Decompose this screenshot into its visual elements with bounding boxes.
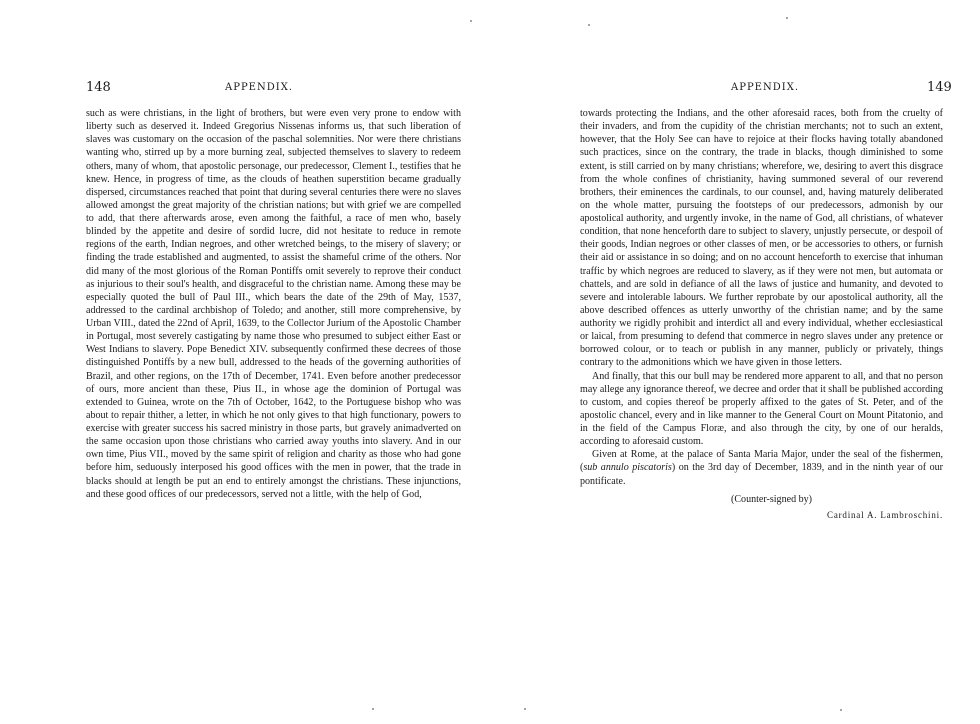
scan-speck <box>372 708 374 710</box>
scan-speck <box>840 709 842 711</box>
page-number: 148 <box>86 80 111 95</box>
running-header: APPENDIX. <box>225 82 293 93</box>
scan-speck <box>470 20 472 22</box>
body-text <box>86 107 461 501</box>
right-page <box>490 0 980 724</box>
dating-clause <box>580 448 943 487</box>
dating-text: ) on the 3rd day of December, 1839, and in the ninth year of our pontificate. <box>580 462 944 487</box>
paragraph: towards protecting the Indians, and the other aforesaid races, both from the cruelty of their invaders, and from the cupidity of the christian merchants; not to such an extent, however, that the Holy See can have to rejoice at their flocks having totally abandoned such practices, since on the contrary, the trade in blacks, though diminished to some extent, is still carried on by many christians; wherefore, we, desiring to avert this disgrace from the whole confines of christianity, having summoned several of our reverend brothers, their eminences the cardinals, to our counsel, and, having maturely deliberated on the whole matter, pursuing the footsteps of our predecessors, admonish by our apostolical authority, and urgently invoke, in the name of God, all christians, of whatever condition, that none henceforth dare to subject to slavery, unjustly persecute, or despoil of their goods, Indian negroes or other classes of men, or be accessories to others, or furnish their aid or assistance in so doing; and on no account henceforth to exercise that inhuman traffic by which negroes are reduced to slavery, as if they were not men, but automata or chattels, and are sold in defiance of all the laws of justice and humanity, and devoted to severe and intolerable labours. We further reprobate by our apostolical authority, all the above described offences as utterly unworthy of the christian name; and by the same authority we rigidly prohibit and interdict all and every individual, whether ecclesiastical or laical, from presuming to defend that commerce in negro slaves under any pretence or borrowed colour, or to teach or publish in any manner, publicly or privately, things contrary to the admonitions which we have given in those letters. <box>580 108 943 369</box>
latin-phrase: sub annulo piscatoris <box>583 462 672 474</box>
paragraph: And finally, that this our bull may be rendered more apparent to all, and that no person may allege any ignorance thereof, we decree and order that it shall be published according to custom, and copies thereof be properly affixed to the gates of St. Peter, and of the apostolic chancel, every and in like manner to the General Court on Mount Pitatonio, and in the field of the Campus Floræ, and also through the city, by one of our heralds, according to aforesaid custom. <box>580 370 943 448</box>
dating-text: Given at Rome, at the palace of Santa Maria Major, under the seal of the fishermen, ( <box>580 449 943 474</box>
body-text <box>580 107 943 522</box>
countersigned-line: (Counter-signed by) <box>731 493 812 505</box>
page-number: 149 <box>927 80 952 95</box>
scan-speck <box>786 17 788 19</box>
scan-speck <box>524 708 526 710</box>
scan-speck <box>588 24 590 26</box>
signatory: Cardinal A. Lambroschini. <box>827 509 943 520</box>
paragraph: such as were christians, in the light of brothers, but were even very prone to endow with liberty such as deserved it. Indeed Gregorius Nissenas informs us, that such liberation of slaves was customary on the occasion of the paschal solemnities. Nor were there christians wanting who, stirred up by a more burning zeal, subjected themselves to slavery to redeem others, many of whom, that apostolic personage, our predecessor, Clement I., testifies that he knew. Hence, in progress of time, as the clouds of heathen superstition became gradually dispersed, circumstances reached that point that during several centuries there were no slaves allowed amongst the great majority of the christian nations; but with grief we are compelled to add, that there afterwards arose, even among the faithful, a race of men who, basely blinded by the appetite and desire of sordid lucre, did not hesitate to reduce in remote regions of the earth, Indian negroes, and other wretched beings, to the misery of slavery; or finding the trade established and augmented, to assist the shameful crime of the others. Nor did many of the most glorious of the Roman Pontiffs omit severely to reprove their conduct as injurious to their soul's health, and disgraceful to the christian name. Among these may be especially quoted the bull of Paul III., which bears the date of the 29th of May, 1537, addressed to the cardinal archbishop of Toledo; and another, still more comprehensive, by Urban VIII., dated the 22nd of April, 1639, to the Collector Jurium of the Apostolic Chamber in Portugal, most severely castigating by name those who presumed to subject either East or West Indians to slavery. Pope Benedict XIV. subsequently confirmed these decrees of those distinguished Pontiffs by a new bull, addressed to the heads of the governing authorities of Brazil, and other regions, on the 17th of December, 1741. Even before another predecessor of ours, more ancient than these, Pius II., in whose age the dominion of Portugal was extended to Guinea, wrote on the 7th of October, 1642, to the Portuguese bishop who was about to repair thither, a letter, in which he not only gives to that high functionary, powers to exercise with greater success his sacred ministry in those parts, but gravely animadverted on the same occasion upon those christians who carried away youths into slavery. And in our own time, Pius VII., moved by the same spirit of religion and charity as those who had gone before him, seduously interposed his good offices with the men in power, that the trade in blacks should at length be put an end to entirely amongst the christians. These injunctions, and these good offices of our predecessors, served not a little, with the help of God, <box>86 108 461 500</box>
running-header: APPENDIX. <box>731 82 799 93</box>
